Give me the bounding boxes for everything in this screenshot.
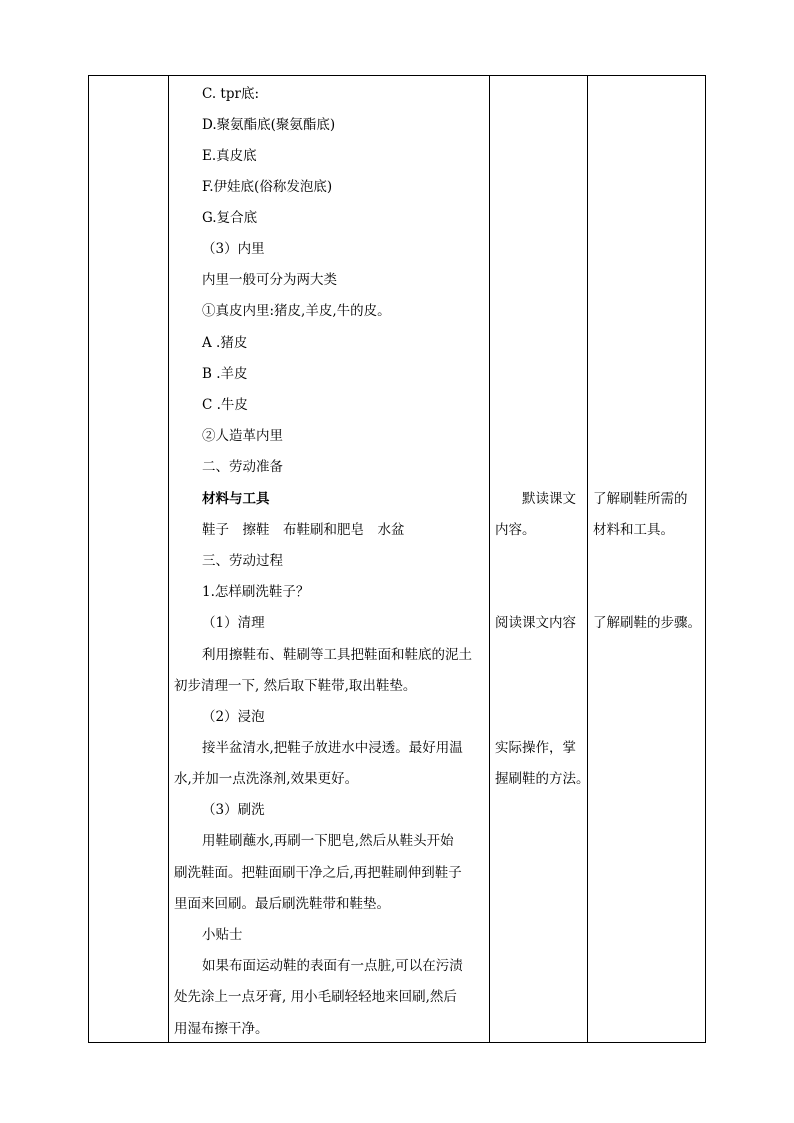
content-line: F.伊娃底(俗称发泡底): [202, 179, 333, 195]
content-line: 内里一般可分为两大类: [202, 272, 337, 288]
content-line: B .羊皮: [202, 366, 248, 382]
column-divider: [168, 76, 169, 1042]
content-line: G.复合底: [202, 210, 258, 226]
column-divider: [587, 76, 588, 1042]
design-purpose-line: 材料和工具。: [593, 522, 674, 538]
student-activity-line: 默读课文: [522, 491, 576, 507]
content-line: 水,并加一点洗涤剂,效果更好。: [174, 771, 359, 787]
question-heading: 1.怎样刷洗鞋子？: [202, 584, 310, 600]
step-heading: （3）刷洗: [202, 802, 265, 818]
step-heading: （1）清理: [202, 615, 265, 631]
content-line: A .猪皮: [202, 335, 248, 351]
content-line: 刷洗鞋面。把鞋面刷干净之后,再把鞋刷伸到鞋子: [174, 865, 462, 881]
content-line: E.真皮底: [202, 148, 257, 164]
content-line: 里面来回刷。最后刷洗鞋带和鞋垫。: [174, 896, 390, 912]
content-line: ①真皮内里:猪皮,羊皮,牛的皮。: [202, 303, 391, 319]
column-divider: [489, 76, 490, 1042]
content-line: 用鞋刷蘸水,再刷一下肥皂,然后从鞋头开始: [202, 833, 454, 849]
content-line: C .牛皮: [202, 397, 248, 413]
content-line: C. tpr底:: [202, 86, 259, 102]
content-line: 利用擦鞋布、鞋刷等工具把鞋面和鞋底的泥土: [202, 647, 472, 663]
content-line: D.聚氨酯底(聚氨酯底): [202, 117, 336, 133]
student-activity-line: 内容。: [495, 522, 536, 538]
content-line: ②人造革内里: [202, 428, 283, 444]
section-heading: 二、劳动准备: [202, 459, 283, 475]
section-heading: （3）内里: [202, 241, 265, 257]
content-line: 接半盆清水,把鞋子放进水中浸透。最好用温: [202, 740, 463, 756]
section-heading: 三、劳动过程: [202, 553, 283, 569]
student-activity-line: 实际操作，掌: [495, 740, 576, 756]
content-line: 处先涂上一点牙膏, 用小毛刷轻轻地来回刷,然后: [174, 989, 457, 1005]
materials-heading: 材料与工具: [202, 491, 270, 507]
content-line: 如果布面运动鞋的表面有一点脏,可以在污渍: [202, 958, 463, 974]
student-activity-line: 握刷鞋的方法。: [495, 771, 590, 787]
content-line: 用湿布擦干净。: [174, 1021, 269, 1037]
tip-heading: 小贴士: [202, 927, 243, 943]
design-purpose-line: 了解刷鞋所需的: [593, 491, 688, 507]
student-activity-line: 阅读课文内容: [495, 615, 576, 631]
materials-list: 鞋子 擦鞋 布鞋刷和肥皂 水盆: [202, 522, 405, 538]
step-heading: （2）浸泡: [202, 709, 265, 725]
content-line: 初步清理一下, 然后取下鞋带,取出鞋垫。: [174, 678, 417, 694]
design-purpose-line: 了解刷鞋的步骤。: [593, 615, 701, 631]
